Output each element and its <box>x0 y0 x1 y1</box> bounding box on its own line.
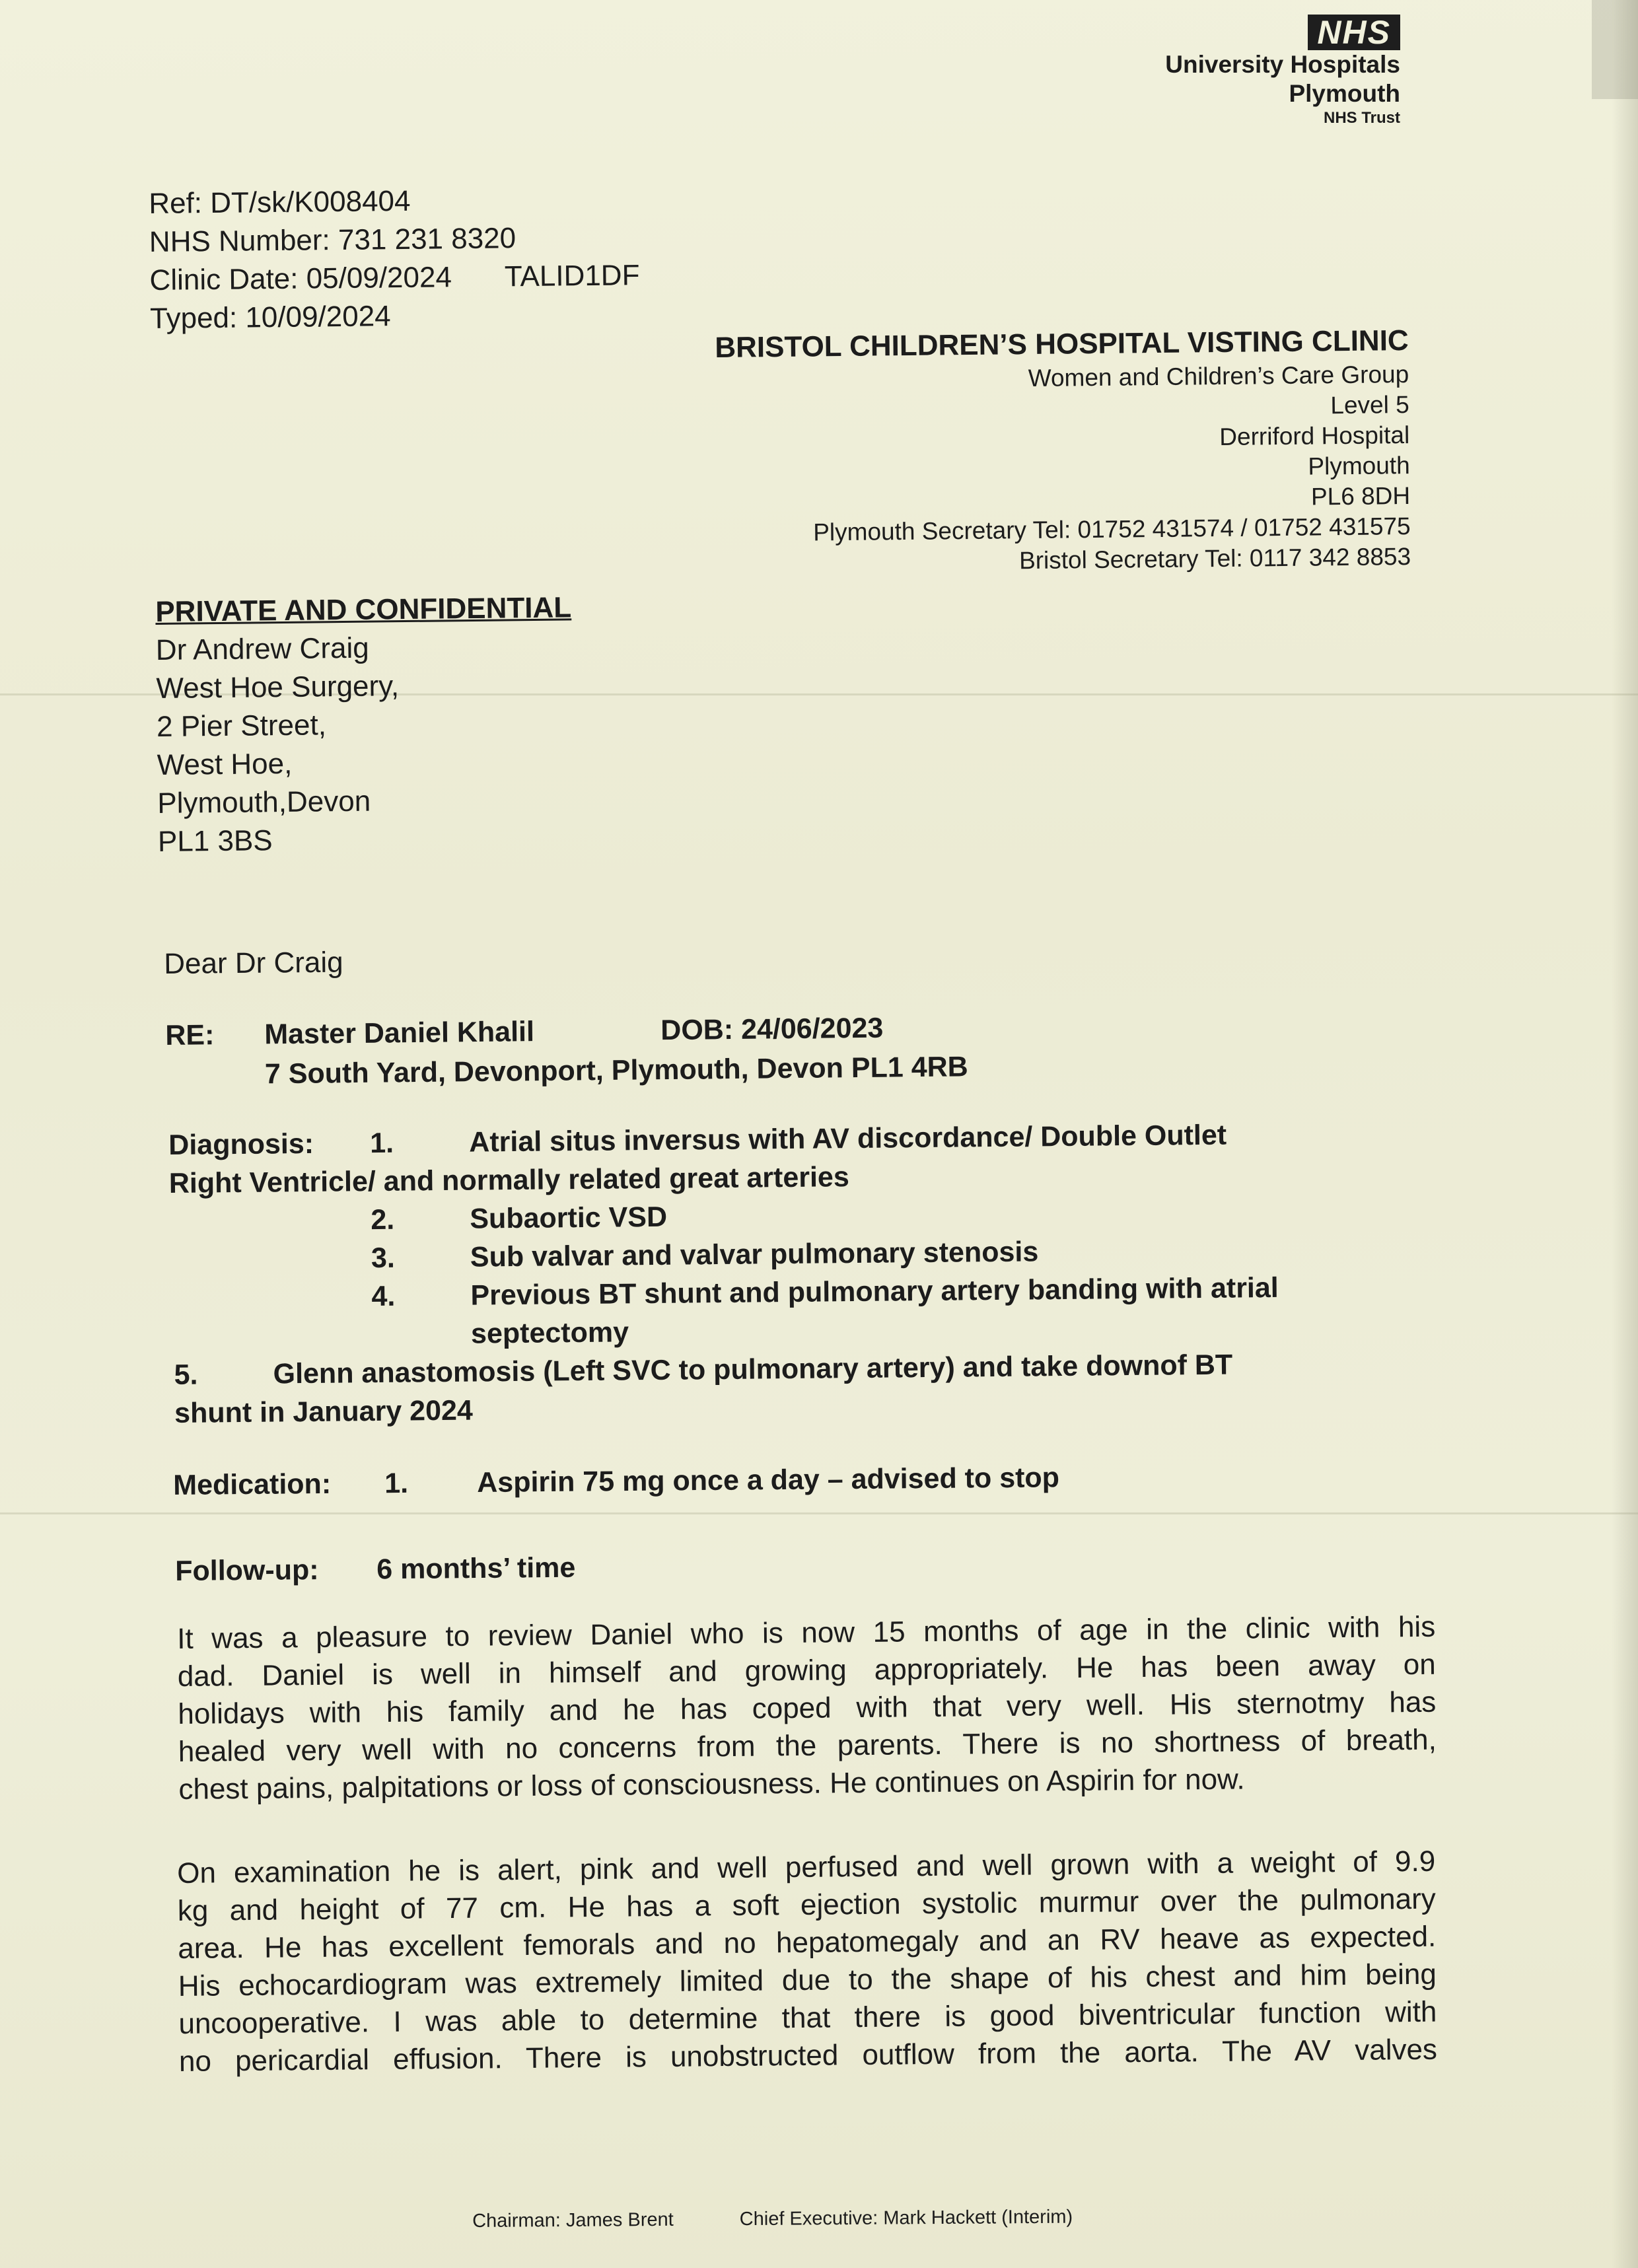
plymouth-secretary-tel: Plymouth Secretary Tel: 01752 431574 / 01752 431575 <box>812 512 1411 546</box>
clinic-address-block <box>715 322 1411 579</box>
paragraph-line: uncooperative. I was able to determine that there is good biventricular function with <box>178 1995 1437 2040</box>
recipient-line: Plymouth,Devon <box>157 785 371 820</box>
diagnosis-number: 4. <box>371 1280 396 1313</box>
diagnosis-label: Diagnosis: <box>168 1127 314 1161</box>
paragraph-line: no pericardial effusion. There is unobstructed outflow from the aorta. The AV valves <box>178 2033 1438 2078</box>
recipient-line: West Hoe Surgery, <box>156 670 400 705</box>
clinic-line: Women and Children’s Care Group <box>1028 360 1409 392</box>
diagnosis-item-continued: shunt in January 2024 <box>174 1394 474 1429</box>
clinic-date: Clinic Date: 05/09/2024 <box>149 261 452 297</box>
trust-subtitle: NHS Trust <box>1323 109 1400 127</box>
patient-details <box>165 1003 1421 1095</box>
diagnosis-item: Previous BT shunt and pulmonary artery banding with atrial <box>470 1271 1279 1312</box>
paper-fold <box>0 1512 1638 1514</box>
paragraph-line: holidays with his family and he has coped with that very well. His sternotmy has <box>178 1685 1437 1730</box>
chief-executive: Chief Executive: Mark Hackett (Interim) <box>739 2206 1073 2230</box>
trust-header <box>1165 15 1400 128</box>
paragraph-line: kg and height of 77 cm. He has a soft ejection systolic murmur over the pulmonary <box>177 1882 1436 1927</box>
medication-item: Aspirin 75 mg once a day – advised to stop <box>477 1462 1060 1499</box>
followup-label: Follow-up: <box>175 1554 319 1587</box>
nhs-logo: NHS <box>1308 15 1400 50</box>
examination-paragraph <box>177 1843 1437 2080</box>
letter-footer <box>472 2205 1073 2233</box>
medication-label: Medication: <box>173 1468 332 1501</box>
clinic-line: Level 5 <box>1330 390 1409 419</box>
patient-name: Master Daniel Khalil <box>264 1016 535 1051</box>
clinic-code: TALID1DF <box>504 259 640 293</box>
re-label: RE: <box>165 1019 215 1051</box>
recipient-address <box>155 588 574 861</box>
clinic-line: Plymouth <box>1307 451 1410 480</box>
staple-mark <box>1592 0 1638 99</box>
history-paragraph <box>177 1608 1437 1808</box>
page-edge-shadow <box>1612 0 1638 2268</box>
reference-block <box>149 180 640 338</box>
paragraph-line: It was a pleasure to review Daniel who is now 15 months of age in the clinic with his <box>177 1610 1436 1655</box>
typed-date: Typed: 10/09/2024 <box>149 300 391 335</box>
paragraph-line: chest pains, palpitations or loss of consciousness. He continues on Aspirin for now. <box>178 1763 1245 1806</box>
clinic-title: BRISTOL CHILDREN’S HOSPITAL VISTING CLINIC <box>714 324 1409 364</box>
patient-dob: DOB: 24/06/2023 <box>660 1012 884 1047</box>
diagnosis-item: Subaortic VSD <box>470 1201 668 1235</box>
diagnosis-item: Sub valvar and valvar pulmonary stenosis <box>470 1236 1039 1273</box>
followup-value: 6 months’ time <box>376 1551 576 1586</box>
diagnosis-number: 2. <box>371 1203 395 1236</box>
diagnosis-number: 1. <box>370 1127 394 1160</box>
diagnosis-number: 5. <box>174 1359 198 1391</box>
clinic-line: Derriford Hospital <box>1219 421 1409 451</box>
paragraph-line: His echocardiogram was extremely limited due to the shape of his chest and him being <box>178 1958 1437 2002</box>
trust-name: University Hospitals <box>1165 51 1400 78</box>
paragraph-line: area. He has excellent femorals and no hepatomegaly and an RV heave as expected. <box>178 1920 1437 1965</box>
diagnosis-number: 3. <box>371 1242 396 1275</box>
patient-address: 7 South Yard, Devonport, Plymouth, Devon PL1 4RB <box>264 1051 968 1090</box>
recipient-line: West Hoe, <box>157 747 293 781</box>
diagnosis-section <box>168 1114 1413 1433</box>
paragraph-line: On examination he is alert, pink and well perfused and well grown with a weight of 9.9 <box>177 1845 1436 1890</box>
private-confidential-heading: PRIVATE AND CONFIDENTIAL <box>155 591 572 628</box>
chairman: Chairman: James Brent <box>472 2209 674 2232</box>
diagnosis-item: Glenn anastomosis (Left SVC to pulmonary artery) and take downof BT <box>273 1349 1233 1390</box>
salutation: Dear Dr Craig <box>164 946 343 980</box>
followup-section <box>175 1549 576 1590</box>
diagnosis-item-continued: Right Ventricle/ and normally related great arteries <box>168 1161 849 1199</box>
recipient-line: PL1 3BS <box>157 824 273 858</box>
trust-name-city: Plymouth <box>1289 80 1400 107</box>
paragraph-line: dad. Daniel is well in himself and growing appropriately. He has been away on <box>177 1648 1436 1693</box>
nhs-number: NHS Number: 731 231 8320 <box>149 222 516 258</box>
recipient-line: Dr Andrew Craig <box>155 631 369 666</box>
bristol-secretary-tel: Bristol Secretary Tel: 0117 342 8853 <box>1018 542 1411 575</box>
diagnosis-item-continued: septectomy <box>470 1316 629 1350</box>
paragraph-line: healed very well with no concerns from the parents. There is no shortness of breath, <box>178 1723 1437 1768</box>
medication-section <box>173 1458 1059 1505</box>
medication-number: 1. <box>384 1467 409 1500</box>
diagnosis-item: Atrial situs inversus with AV discordance/ Double Outlet <box>469 1119 1227 1158</box>
recipient-line: 2 Pier Street, <box>156 709 327 743</box>
ref-number: Ref: DT/sk/K008404 <box>149 184 411 220</box>
clinic-line: PL6 8DH <box>1310 481 1410 511</box>
